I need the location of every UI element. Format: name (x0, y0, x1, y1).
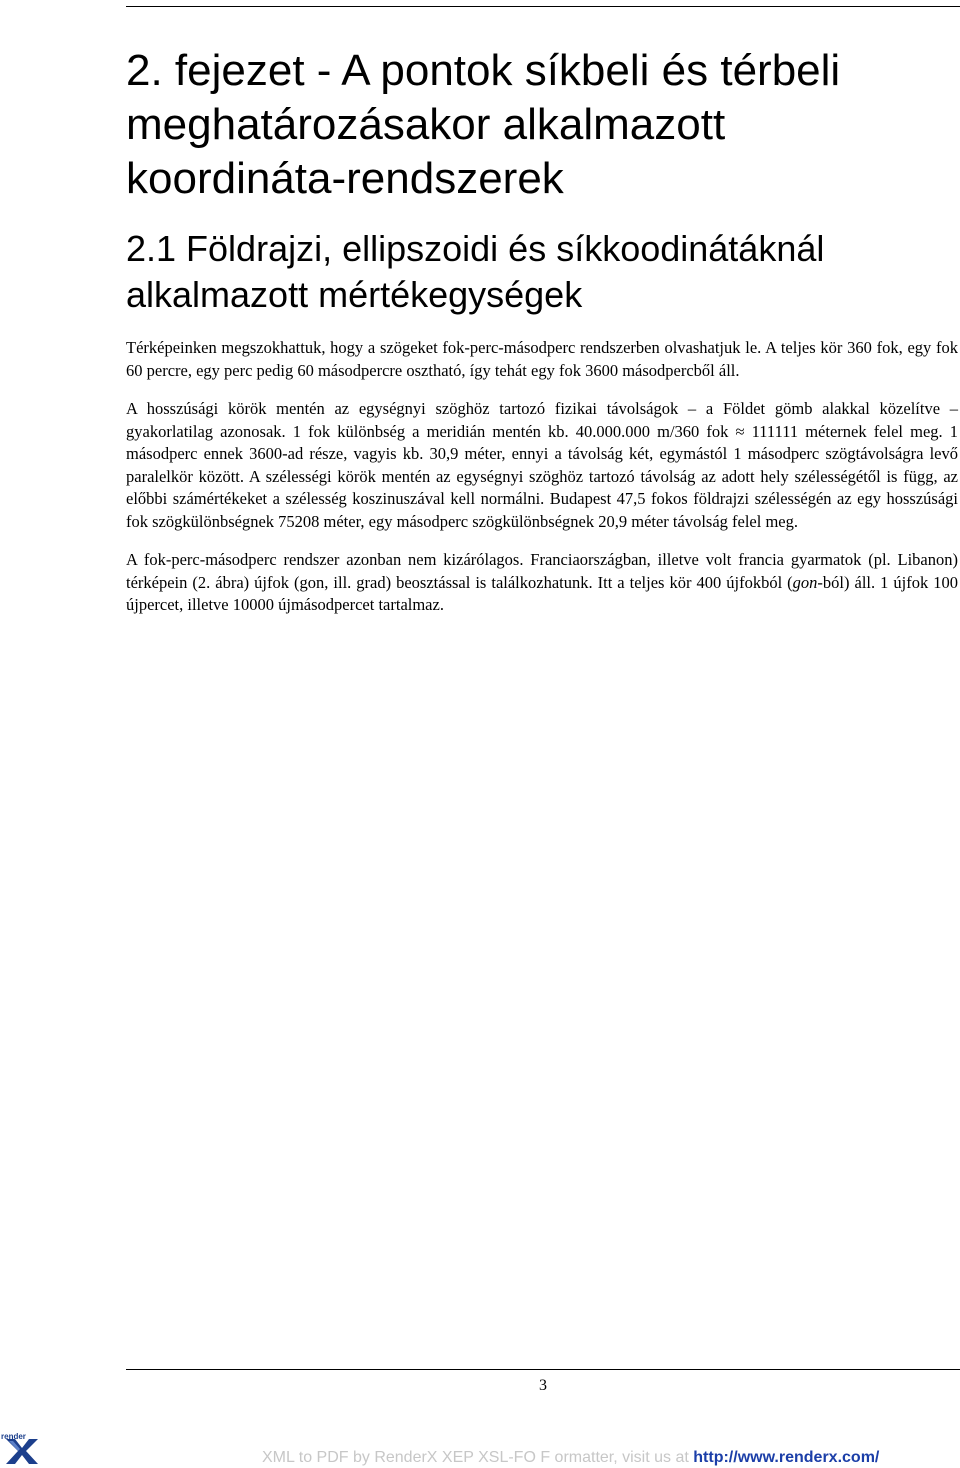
paragraph-3-text-end: -ból) áll. 1 újfok 100 újpercet, illetve 10000 újmásodpercet tartalmaz. (126, 572, 958, 614)
chapter-title: 2. fejezet - A pontok síkbeli és térbeli meghatározásakor alkalmazott koordináta-rendszerek (126, 46, 841, 203)
paragraph-2: A hosszúsági körök mentén az egységnyi szöghöz tartozó fizikai távolságok – a Földet gömb alakkal közelítve – gyakorlatilag azonosak. 1 fok különbség a meridián mentén kb. 40.000.000 m/360 fok ≈ 111111 méternek felel meg. 1 másodperc ennek 3600-ad része, vagyis kb. 30,9 méter, ennyi a távolság két, egymástól 1 másodperc szögtávolságra levő paralelkör között. A szélességi körök mentén az egységnyi szöghöz tartozó távolság az adott hely szélességétől is függ, az előbbi számértékeket a szélesség koszinuszával kell normálni. Budapest 47,5 fokos földrajzi szélességén az egy hosszúsági fok szögkülönbségnek 75208 méter, egy másodperc szögkülönbségnek 20,9 méter távolság felel meg. (126, 399, 958, 531)
renderx-logo-word: render (1, 1432, 26, 1441)
section-title: 2.1 Földrajzi, ellipszoidi és síkkoodinátáknál alkalmazott mértékegységek (126, 228, 825, 315)
body-text (126, 337, 958, 633)
renderx-logo (0, 1432, 42, 1465)
paragraph-3 (126, 549, 958, 617)
paragraph-1: Térképeinken megszokhattuk, hogy a szögeket fok-perc-másodperc rendszerben olvashatjuk le. A teljes kör 360 fok, egy fok 60 percre, egy perc pedig 60 másodpercre osztható, így tehát egy fok 3600 másodpercből áll. (126, 338, 958, 380)
footer-note (262, 1448, 960, 1468)
gon-term: gon (792, 572, 818, 592)
renderx-x-icon (4, 1437, 40, 1465)
footer-note-text: XML to PDF by RenderX XEP XSL-FO F ormatter, visit us at (262, 1449, 694, 1466)
paragraph-3-text-start: A fok-perc-másodperc rendszer azonban nem kizárólagos. Franciaországban, illetve volt francia gyarmatok (pl. Libanon) térképein (2. ábra) újfok (gon, ill. grad) beosztással is találkozhatunk. Itt a teljes kör 400 újfokból ( (126, 550, 958, 592)
footer-rule (126, 1369, 960, 1370)
renderx-link[interactable]: http://www.renderx.com/ (693, 1449, 880, 1466)
header-rule (126, 6, 960, 7)
page-number: 3 (539, 1377, 547, 1394)
